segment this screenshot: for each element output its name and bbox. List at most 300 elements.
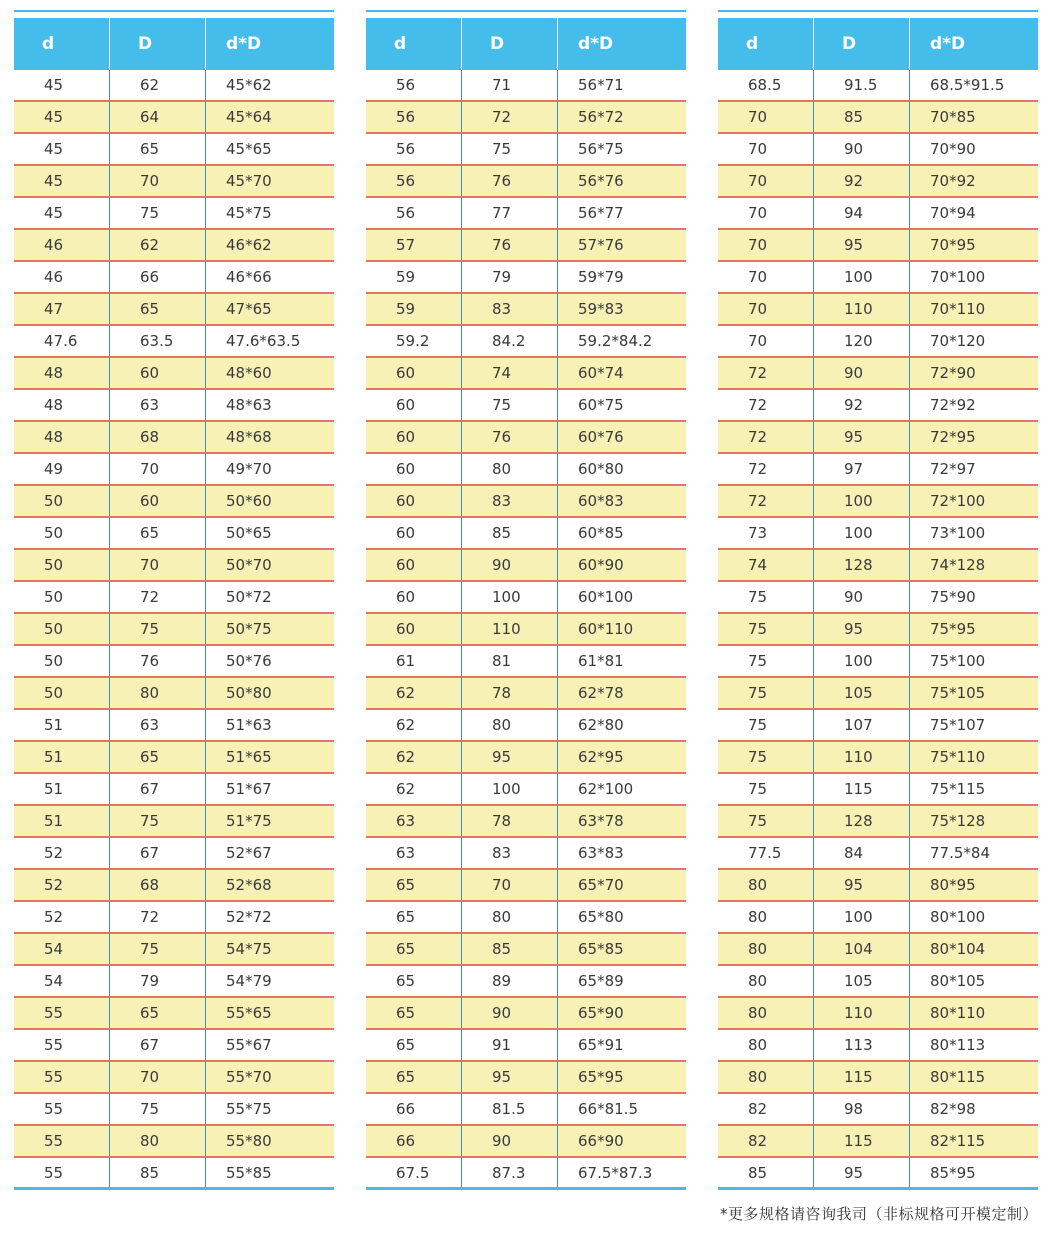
cell-D: 87.3 bbox=[462, 1158, 558, 1187]
cell-dxD: 45*70 bbox=[226, 172, 272, 190]
table-row bbox=[366, 582, 686, 614]
cell-dxD: 45*64 bbox=[226, 108, 272, 126]
header-D: D bbox=[814, 18, 910, 70]
cell-dxD: 70*110 bbox=[930, 300, 986, 318]
cell-D: 95 bbox=[814, 230, 910, 260]
cell-D: 107 bbox=[814, 710, 910, 740]
table-row bbox=[14, 614, 334, 646]
table-row bbox=[14, 134, 334, 166]
table-row bbox=[14, 902, 334, 934]
table-row bbox=[718, 518, 1038, 550]
table-row bbox=[14, 678, 334, 710]
table-row bbox=[366, 166, 686, 198]
cell-d: 70 bbox=[718, 134, 814, 164]
cell-d: 56 bbox=[366, 70, 462, 100]
cell-D: 72 bbox=[462, 102, 558, 132]
cell-D: 105 bbox=[814, 966, 910, 996]
cell-d: 55 bbox=[14, 1062, 110, 1092]
cell-D: 90 bbox=[462, 1126, 558, 1156]
cell-dxD: 80*100 bbox=[930, 908, 986, 926]
cell-dxD: 50*70 bbox=[226, 556, 272, 574]
cell-D: 105 bbox=[814, 678, 910, 708]
cell-dxD: 68.5*91.5 bbox=[930, 76, 1005, 94]
cell-d: 55 bbox=[14, 1030, 110, 1060]
cell-D: 113 bbox=[814, 1030, 910, 1060]
cell-d: 56 bbox=[366, 166, 462, 196]
cell-d: 62 bbox=[366, 774, 462, 804]
cell-dxD: 72*97 bbox=[930, 460, 976, 478]
cell-dxD: 55*80 bbox=[226, 1132, 272, 1150]
table-row bbox=[366, 966, 686, 998]
header-d: d bbox=[366, 18, 462, 70]
cell-d: 55 bbox=[14, 1158, 110, 1187]
cell-dxD: 50*65 bbox=[226, 524, 272, 542]
cell-D: 100 bbox=[814, 902, 910, 932]
cell-d: 48 bbox=[14, 422, 110, 452]
cell-D: 75 bbox=[110, 1094, 206, 1124]
table-row bbox=[718, 614, 1038, 646]
table-row bbox=[718, 838, 1038, 870]
cell-d: 70 bbox=[718, 326, 814, 356]
cell-d: 60 bbox=[366, 582, 462, 612]
cell-dxD: 59.2*84.2 bbox=[578, 332, 653, 350]
cell-dxD: 46*66 bbox=[226, 268, 272, 286]
cell-d: 65 bbox=[366, 998, 462, 1028]
cell-d: 51 bbox=[14, 710, 110, 740]
cell-dxD: 51*67 bbox=[226, 780, 272, 798]
table-row bbox=[366, 390, 686, 422]
table-row bbox=[14, 390, 334, 422]
cell-dxD: 75*90 bbox=[930, 588, 976, 606]
cell-d: 60 bbox=[366, 358, 462, 388]
cell-d: 51 bbox=[14, 774, 110, 804]
table-row bbox=[366, 422, 686, 454]
cell-dxD: 65*80 bbox=[578, 908, 624, 926]
cell-dxD: 66*90 bbox=[578, 1132, 624, 1150]
cell-d: 70 bbox=[718, 262, 814, 292]
cell-D: 62 bbox=[110, 70, 206, 100]
cell-dxD: 60*75 bbox=[578, 396, 624, 414]
cell-d: 75 bbox=[718, 646, 814, 676]
cell-D: 128 bbox=[814, 550, 910, 580]
cell-d: 50 bbox=[14, 646, 110, 676]
cell-d: 80 bbox=[718, 902, 814, 932]
cell-D: 90 bbox=[462, 550, 558, 580]
cell-d: 70 bbox=[718, 166, 814, 196]
cell-d: 62 bbox=[366, 710, 462, 740]
cell-d: 65 bbox=[366, 934, 462, 964]
spec-table-3 bbox=[718, 10, 1038, 1190]
cell-dxD: 60*90 bbox=[578, 556, 624, 574]
cell-D: 100 bbox=[814, 262, 910, 292]
table-row bbox=[14, 454, 334, 486]
cell-dxD: 75*100 bbox=[930, 652, 986, 670]
cell-dxD: 48*68 bbox=[226, 428, 272, 446]
cell-D: 83 bbox=[462, 838, 558, 868]
cell-dxD: 50*80 bbox=[226, 684, 272, 702]
table-row bbox=[718, 262, 1038, 294]
table-row bbox=[718, 166, 1038, 198]
cell-dxD: 73*100 bbox=[930, 524, 986, 542]
table-row bbox=[718, 806, 1038, 838]
table-row bbox=[718, 870, 1038, 902]
cell-D: 89 bbox=[462, 966, 558, 996]
cell-d: 48 bbox=[14, 390, 110, 420]
cell-d: 65 bbox=[366, 1062, 462, 1092]
cell-d: 50 bbox=[14, 486, 110, 516]
table-header bbox=[718, 18, 1038, 70]
cell-dxD: 75*128 bbox=[930, 812, 986, 830]
cell-D: 95 bbox=[814, 870, 910, 900]
cell-D: 120 bbox=[814, 326, 910, 356]
table-header bbox=[366, 18, 686, 70]
cell-D: 80 bbox=[110, 678, 206, 708]
cell-dxD: 57*76 bbox=[578, 236, 624, 254]
cell-D: 65 bbox=[110, 134, 206, 164]
cell-D: 78 bbox=[462, 806, 558, 836]
cell-D: 68 bbox=[110, 870, 206, 900]
cell-dxD: 55*67 bbox=[226, 1036, 272, 1054]
cell-d: 72 bbox=[718, 422, 814, 452]
table-row bbox=[14, 966, 334, 998]
cell-d: 75 bbox=[718, 710, 814, 740]
cell-dxD: 48*63 bbox=[226, 396, 272, 414]
cell-d: 62 bbox=[366, 742, 462, 772]
cell-D: 75 bbox=[110, 934, 206, 964]
cell-dxD: 70*100 bbox=[930, 268, 986, 286]
cell-D: 70 bbox=[462, 870, 558, 900]
cell-dxD: 54*79 bbox=[226, 972, 272, 990]
cell-dxD: 45*62 bbox=[226, 76, 272, 94]
cell-dxD: 60*83 bbox=[578, 492, 624, 510]
cell-d: 66 bbox=[366, 1126, 462, 1156]
cell-d: 75 bbox=[718, 614, 814, 644]
table-row bbox=[14, 166, 334, 198]
table-row bbox=[366, 70, 686, 102]
cell-d: 45 bbox=[14, 70, 110, 100]
table-row bbox=[366, 998, 686, 1030]
cell-dxD: 60*100 bbox=[578, 588, 634, 606]
cell-d: 77.5 bbox=[718, 838, 814, 868]
cell-d: 51 bbox=[14, 742, 110, 772]
table-row bbox=[718, 134, 1038, 166]
cell-d: 56 bbox=[366, 102, 462, 132]
table-row bbox=[14, 294, 334, 326]
table-body bbox=[366, 70, 686, 1190]
cell-d: 65 bbox=[366, 870, 462, 900]
cell-D: 110 bbox=[814, 294, 910, 324]
cell-dxD: 70*85 bbox=[930, 108, 976, 126]
cell-D: 60 bbox=[110, 486, 206, 516]
cell-d: 75 bbox=[718, 806, 814, 836]
table-body bbox=[718, 70, 1038, 1190]
table-row bbox=[366, 678, 686, 710]
cell-D: 70 bbox=[110, 1062, 206, 1092]
cell-D: 85 bbox=[462, 934, 558, 964]
cell-d: 54 bbox=[14, 934, 110, 964]
cell-d: 52 bbox=[14, 902, 110, 932]
table-row bbox=[718, 1062, 1038, 1094]
cell-d: 70 bbox=[718, 294, 814, 324]
table-row bbox=[14, 102, 334, 134]
table-row bbox=[718, 422, 1038, 454]
cell-d: 60 bbox=[366, 614, 462, 644]
cell-D: 104 bbox=[814, 934, 910, 964]
cell-d: 74 bbox=[718, 550, 814, 580]
cell-D: 95 bbox=[814, 1158, 910, 1187]
cell-D: 67 bbox=[110, 774, 206, 804]
cell-dxD: 75*95 bbox=[930, 620, 976, 638]
cell-d: 60 bbox=[366, 518, 462, 548]
cell-D: 67 bbox=[110, 1030, 206, 1060]
cell-d: 75 bbox=[718, 678, 814, 708]
table-row bbox=[14, 422, 334, 454]
cell-dxD: 80*105 bbox=[930, 972, 986, 990]
cell-dxD: 65*90 bbox=[578, 1004, 624, 1022]
cell-dxD: 62*95 bbox=[578, 748, 624, 766]
cell-dxD: 55*65 bbox=[226, 1004, 272, 1022]
table-row bbox=[14, 710, 334, 742]
cell-d: 47.6 bbox=[14, 326, 110, 356]
cell-D: 75 bbox=[462, 134, 558, 164]
cell-dxD: 60*80 bbox=[578, 460, 624, 478]
cell-D: 83 bbox=[462, 294, 558, 324]
cell-D: 115 bbox=[814, 774, 910, 804]
table-row bbox=[718, 774, 1038, 806]
cell-dxD: 80*104 bbox=[930, 940, 986, 958]
cell-D: 65 bbox=[110, 742, 206, 772]
cell-dxD: 65*89 bbox=[578, 972, 624, 990]
cell-d: 61 bbox=[366, 646, 462, 676]
table-row bbox=[718, 1158, 1038, 1190]
cell-dxD: 52*67 bbox=[226, 844, 272, 862]
cell-d: 85 bbox=[718, 1158, 814, 1187]
table-row bbox=[366, 614, 686, 646]
table-body bbox=[14, 70, 334, 1190]
cell-D: 94 bbox=[814, 198, 910, 228]
cell-D: 110 bbox=[462, 614, 558, 644]
cell-D: 91 bbox=[462, 1030, 558, 1060]
cell-D: 90 bbox=[814, 134, 910, 164]
cell-d: 80 bbox=[718, 934, 814, 964]
cell-d: 50 bbox=[14, 518, 110, 548]
table-row bbox=[366, 102, 686, 134]
cell-D: 110 bbox=[814, 742, 910, 772]
table-row bbox=[366, 454, 686, 486]
table-row bbox=[718, 934, 1038, 966]
cell-d: 60 bbox=[366, 550, 462, 580]
cell-d: 49 bbox=[14, 454, 110, 484]
cell-d: 65 bbox=[366, 966, 462, 996]
table-top-rule bbox=[14, 10, 334, 12]
cell-d: 66 bbox=[366, 1094, 462, 1124]
cell-dxD: 59*83 bbox=[578, 300, 624, 318]
table-row bbox=[366, 902, 686, 934]
table-row bbox=[14, 230, 334, 262]
table-row bbox=[366, 518, 686, 550]
cell-d: 70 bbox=[718, 230, 814, 260]
cell-D: 67 bbox=[110, 838, 206, 868]
cell-D: 90 bbox=[814, 582, 910, 612]
table-top-rule bbox=[366, 10, 686, 12]
cell-D: 81.5 bbox=[462, 1094, 558, 1124]
cell-D: 100 bbox=[814, 646, 910, 676]
cell-dxD: 50*60 bbox=[226, 492, 272, 510]
cell-D: 75 bbox=[110, 806, 206, 836]
cell-d: 54 bbox=[14, 966, 110, 996]
cell-D: 62 bbox=[110, 230, 206, 260]
cell-d: 59.2 bbox=[366, 326, 462, 356]
table-row bbox=[14, 486, 334, 518]
cell-d: 50 bbox=[14, 614, 110, 644]
cell-dxD: 80*95 bbox=[930, 876, 976, 894]
cell-dxD: 70*92 bbox=[930, 172, 976, 190]
table-row bbox=[718, 486, 1038, 518]
cell-D: 84 bbox=[814, 838, 910, 868]
cell-D: 71 bbox=[462, 70, 558, 100]
table-row bbox=[14, 358, 334, 390]
cell-d: 46 bbox=[14, 262, 110, 292]
cell-d: 72 bbox=[718, 390, 814, 420]
cell-d: 50 bbox=[14, 582, 110, 612]
cell-d: 75 bbox=[718, 582, 814, 612]
cell-dxD: 63*83 bbox=[578, 844, 624, 862]
cell-d: 47 bbox=[14, 294, 110, 324]
cell-D: 95 bbox=[462, 742, 558, 772]
cell-D: 110 bbox=[814, 998, 910, 1028]
table-row bbox=[718, 582, 1038, 614]
table-row bbox=[14, 806, 334, 838]
table-header bbox=[14, 18, 334, 70]
cell-D: 95 bbox=[462, 1062, 558, 1092]
table-row bbox=[366, 870, 686, 902]
cell-dxD: 61*81 bbox=[578, 652, 624, 670]
cell-dxD: 56*71 bbox=[578, 76, 624, 94]
cell-d: 59 bbox=[366, 294, 462, 324]
cell-d: 72 bbox=[718, 486, 814, 516]
cell-dxD: 60*85 bbox=[578, 524, 624, 542]
cell-d: 80 bbox=[718, 1030, 814, 1060]
cell-dxD: 51*75 bbox=[226, 812, 272, 830]
cell-D: 70 bbox=[110, 550, 206, 580]
table-row bbox=[718, 678, 1038, 710]
header-d: d bbox=[14, 18, 110, 70]
cell-dxD: 56*75 bbox=[578, 140, 624, 158]
table-row bbox=[14, 934, 334, 966]
cell-D: 100 bbox=[462, 582, 558, 612]
cell-D: 76 bbox=[110, 646, 206, 676]
cell-dxD: 72*95 bbox=[930, 428, 976, 446]
cell-d: 52 bbox=[14, 870, 110, 900]
table-row bbox=[718, 742, 1038, 774]
cell-dxD: 66*81.5 bbox=[578, 1100, 638, 1118]
table-row bbox=[718, 294, 1038, 326]
table-row bbox=[366, 742, 686, 774]
table-row bbox=[14, 198, 334, 230]
header-dxD: d*D bbox=[226, 34, 262, 54]
cell-D: 63 bbox=[110, 390, 206, 420]
table-row bbox=[14, 70, 334, 102]
cell-dxD: 55*85 bbox=[226, 1163, 272, 1182]
cell-d: 80 bbox=[718, 1062, 814, 1092]
cell-dxD: 70*120 bbox=[930, 332, 986, 350]
cell-d: 60 bbox=[366, 422, 462, 452]
cell-D: 64 bbox=[110, 102, 206, 132]
table-row bbox=[718, 902, 1038, 934]
cell-dxD: 74*128 bbox=[930, 556, 986, 574]
table-row bbox=[718, 646, 1038, 678]
cell-d: 73 bbox=[718, 518, 814, 548]
cell-d: 80 bbox=[718, 966, 814, 996]
cell-dxD: 85*95 bbox=[930, 1163, 976, 1182]
cell-dxD: 65*70 bbox=[578, 876, 624, 894]
header-d: d bbox=[718, 18, 814, 70]
cell-dxD: 56*76 bbox=[578, 172, 624, 190]
cell-dxD: 65*85 bbox=[578, 940, 624, 958]
cell-d: 80 bbox=[718, 870, 814, 900]
cell-d: 56 bbox=[366, 134, 462, 164]
cell-d: 60 bbox=[366, 390, 462, 420]
table-row bbox=[14, 774, 334, 806]
cell-d: 65 bbox=[366, 902, 462, 932]
spec-tables bbox=[14, 10, 1038, 1192]
cell-D: 115 bbox=[814, 1062, 910, 1092]
cell-D: 77 bbox=[462, 198, 558, 228]
cell-d: 45 bbox=[14, 166, 110, 196]
cell-d: 62 bbox=[366, 678, 462, 708]
table-row bbox=[718, 230, 1038, 262]
cell-dxD: 80*115 bbox=[930, 1068, 986, 1086]
cell-dxD: 70*95 bbox=[930, 236, 976, 254]
cell-dxD: 82*115 bbox=[930, 1132, 986, 1150]
cell-dxD: 51*63 bbox=[226, 716, 272, 734]
cell-D: 75 bbox=[110, 614, 206, 644]
cell-d: 51 bbox=[14, 806, 110, 836]
header-dxD: d*D bbox=[930, 34, 966, 54]
table-row bbox=[366, 806, 686, 838]
cell-dxD: 52*72 bbox=[226, 908, 272, 926]
table-row bbox=[14, 262, 334, 294]
table-row bbox=[366, 774, 686, 806]
cell-D: 70 bbox=[110, 454, 206, 484]
cell-dxD: 46*62 bbox=[226, 236, 272, 254]
table-row bbox=[718, 1126, 1038, 1158]
cell-D: 80 bbox=[462, 454, 558, 484]
cell-D: 91.5 bbox=[814, 70, 910, 100]
cell-D: 79 bbox=[110, 966, 206, 996]
cell-d: 70 bbox=[718, 198, 814, 228]
cell-d: 67.5 bbox=[366, 1158, 462, 1187]
table-row bbox=[718, 1094, 1038, 1126]
cell-D: 85 bbox=[462, 518, 558, 548]
cell-dxD: 60*110 bbox=[578, 620, 634, 638]
cell-D: 76 bbox=[462, 166, 558, 196]
table-row bbox=[14, 870, 334, 902]
cell-D: 83 bbox=[462, 486, 558, 516]
cell-d: 59 bbox=[366, 262, 462, 292]
cell-d: 60 bbox=[366, 486, 462, 516]
table-row bbox=[14, 838, 334, 870]
cell-dxD: 56*77 bbox=[578, 204, 624, 222]
table-row bbox=[366, 710, 686, 742]
cell-D: 65 bbox=[110, 518, 206, 548]
cell-D: 92 bbox=[814, 390, 910, 420]
cell-dxD: 65*95 bbox=[578, 1068, 624, 1086]
table-row bbox=[366, 838, 686, 870]
cell-dxD: 47.6*63.5 bbox=[226, 332, 301, 350]
cell-dxD: 60*76 bbox=[578, 428, 624, 446]
cell-dxD: 60*74 bbox=[578, 364, 624, 382]
